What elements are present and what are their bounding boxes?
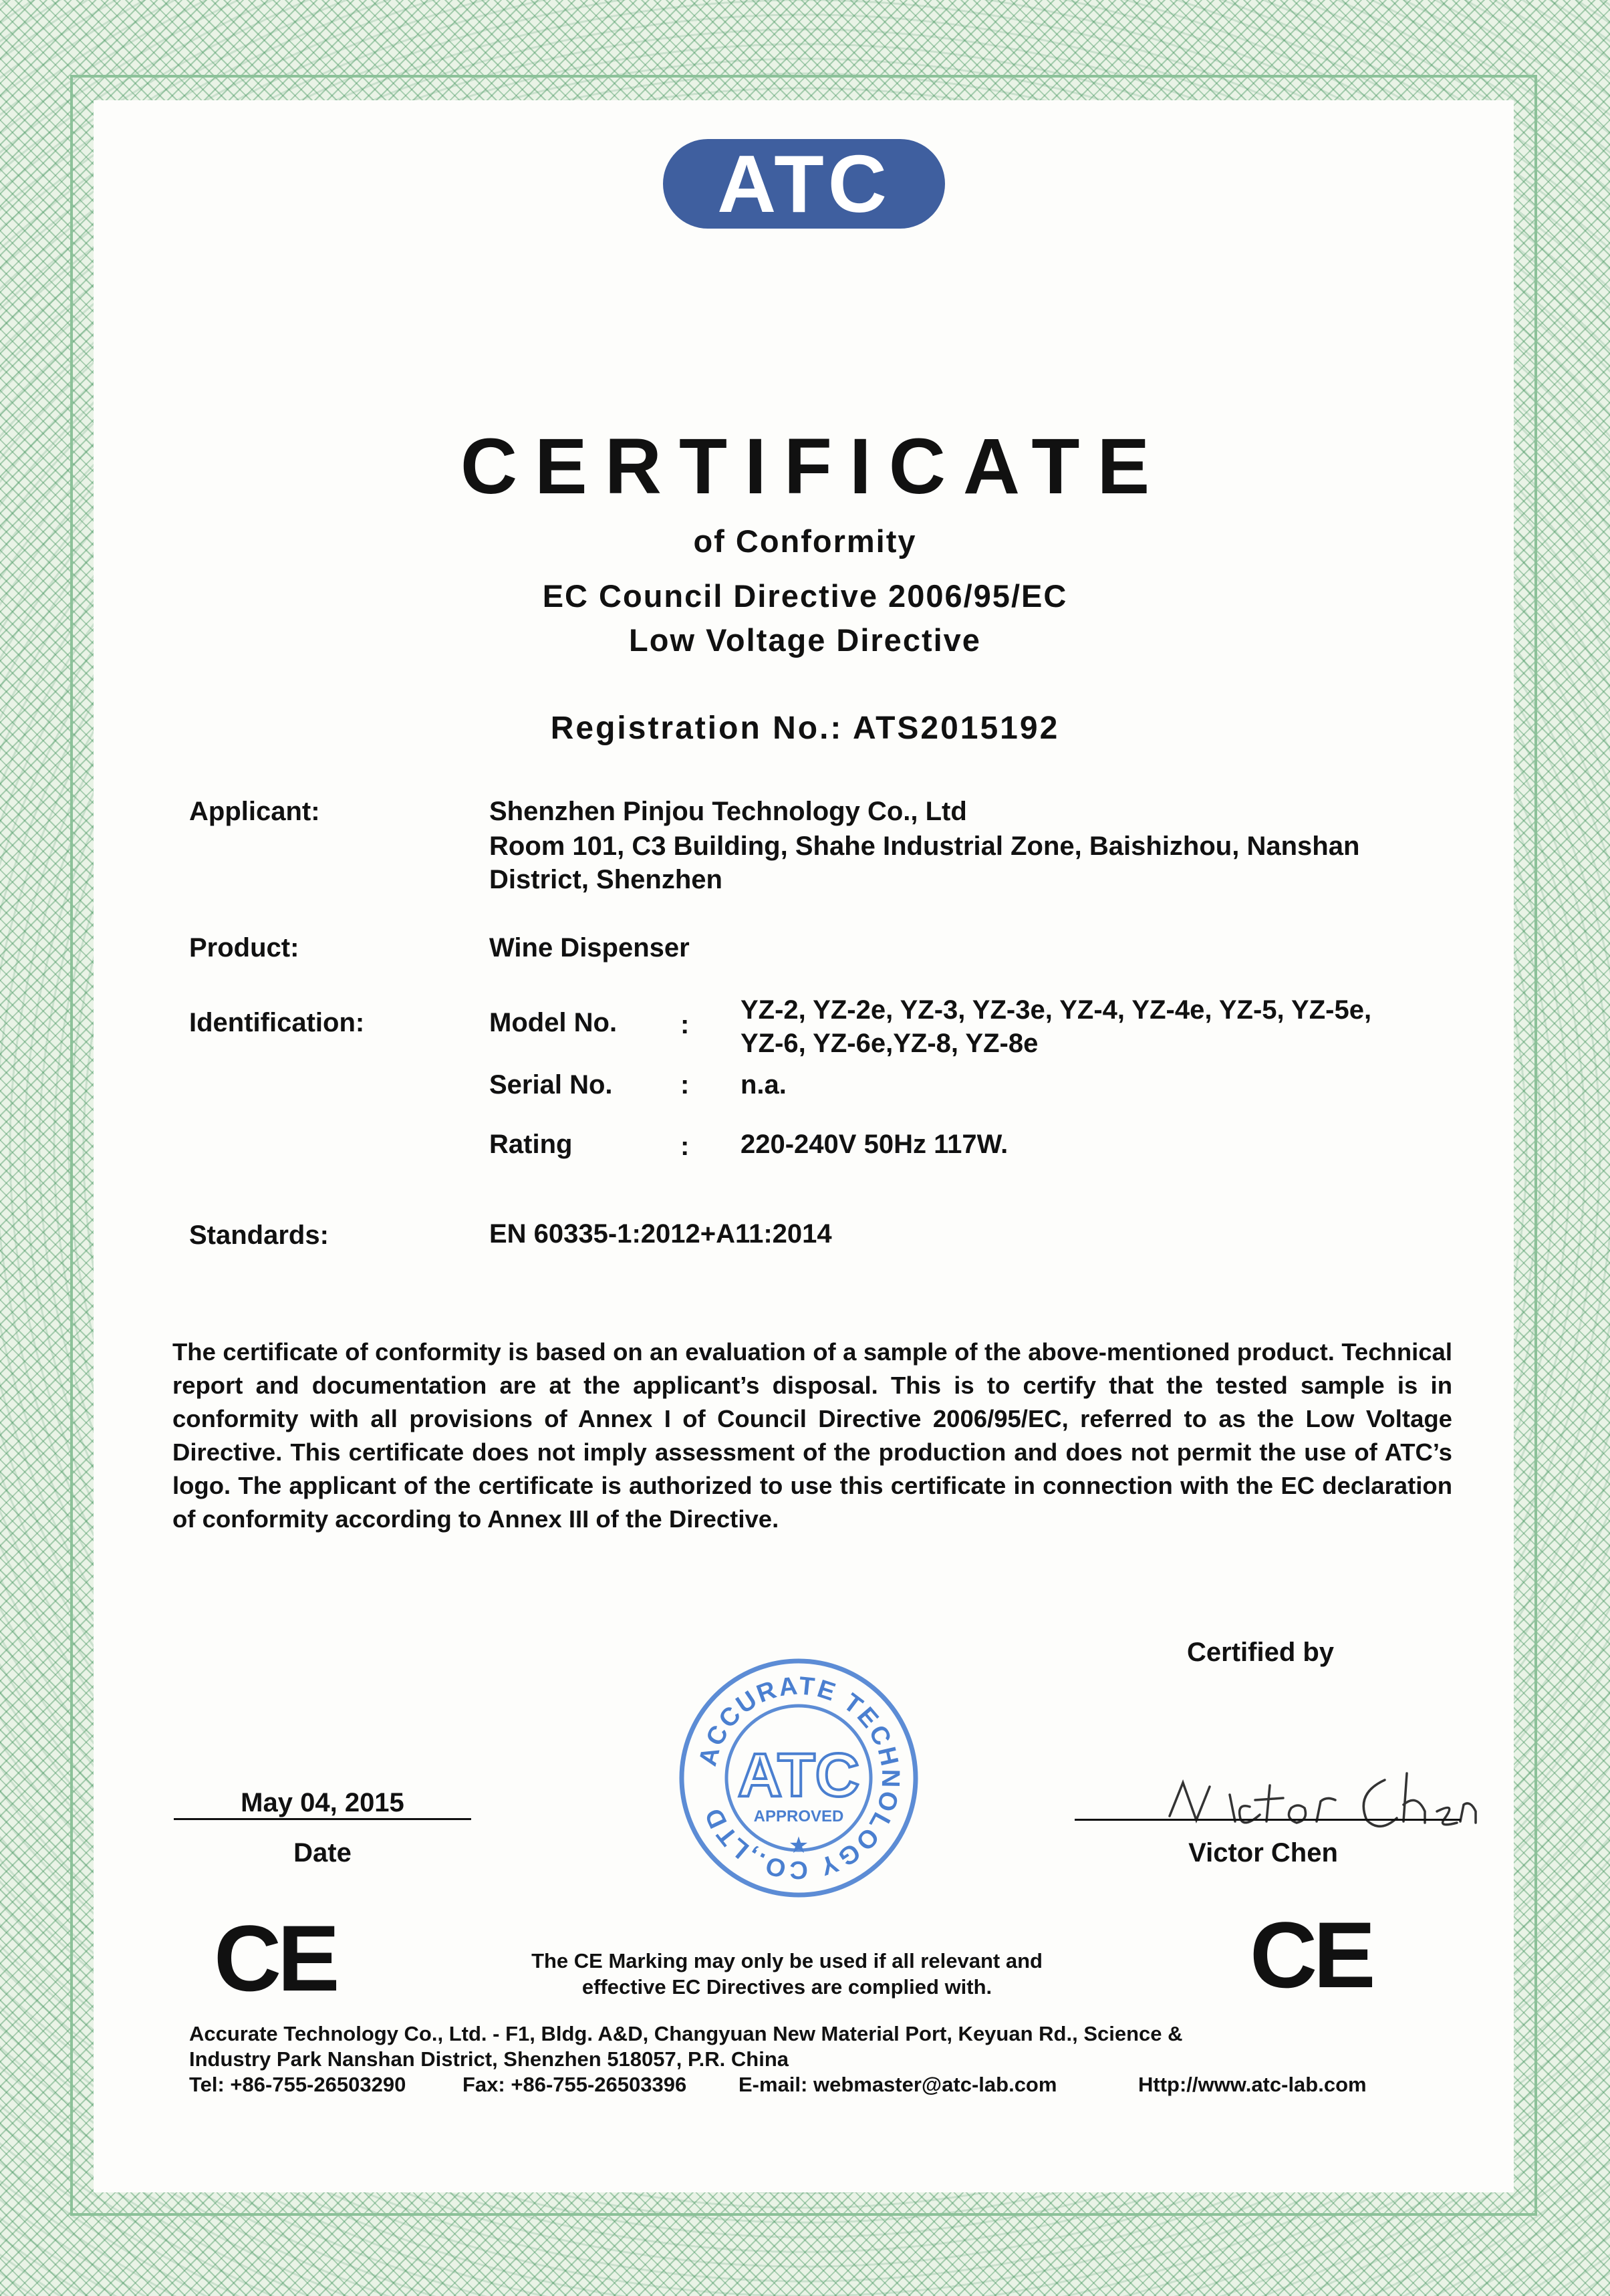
- model-list-line1: YZ-2, YZ-2e, YZ-3, YZ-3e, YZ-4, YZ-4e, YZ-5, YZ-5e,: [741, 995, 1372, 1025]
- stamp-star-icon: ★: [788, 1832, 809, 1859]
- certified-by-label: Certified by: [1187, 1638, 1335, 1667]
- serial-colon: :: [680, 1070, 690, 1100]
- rating-colon: :: [680, 1132, 690, 1161]
- product-label: Product:: [189, 933, 299, 963]
- date-value: May 04, 2015: [241, 1788, 404, 1817]
- applicant-address-line1: Room 101, C3 Building, Shahe Industrial Zone, Baishizhou, Nanshan: [489, 832, 1360, 861]
- directive: EC Council Directive 2006/95/EC: [542, 578, 1068, 614]
- ce-note-line2: effective EC Directives are complied with.: [581, 1975, 992, 1999]
- registration-number: Registration No.: ATS2015192: [550, 711, 1060, 746]
- date-underline: [174, 1818, 471, 1820]
- signature-underline: [1075, 1819, 1461, 1821]
- serial-value: n.a.: [741, 1070, 787, 1100]
- applicant-address-line2: District, Shenzhen: [489, 865, 722, 894]
- atc-approved-stamp: [675, 1654, 922, 1902]
- stamp-center-text: ATC: [737, 1741, 860, 1809]
- model-list-line2: YZ-6, YZ-6e,YZ-8, YZ-8e: [741, 1029, 1039, 1058]
- date-label: Date: [293, 1838, 352, 1868]
- footer-tel: Tel: +86-755-26503290: [189, 2073, 406, 2096]
- identification-label: Identification:: [189, 1008, 365, 1037]
- ce-mark-right: CE: [1250, 1902, 1372, 2007]
- model-label: Model No.: [489, 1008, 618, 1037]
- signatory-name: Victor Chen: [1188, 1838, 1338, 1868]
- subtitle: of Conformity: [693, 523, 917, 559]
- standards-value: EN 60335-1:2012+A11:2014: [489, 1219, 832, 1249]
- stamp-ring-text: ACCURATE TECHNOLOGY CO.,LTD: [694, 1672, 905, 1884]
- footer-address-line1: Accurate Technology Co., Ltd. - F1, Bldg. A&D, Changyuan New Material Port, Keyuan Rd., Science &: [189, 2022, 1183, 2045]
- ce-mark-left: CE: [214, 1906, 336, 2011]
- standards-label: Standards:: [189, 1221, 329, 1250]
- footer-email[interactable]: E-mail: webmaster@atc-lab.com: [739, 2073, 1057, 2096]
- footer-address-line2: Industry Park Nanshan District, Shenzhen 518057, P.R. China: [189, 2047, 789, 2071]
- directive-name: Low Voltage Directive: [629, 622, 981, 658]
- applicant-label: Applicant:: [189, 797, 320, 826]
- model-colon: :: [680, 1010, 690, 1039]
- rating-value: 220-240V 50Hz 117W.: [741, 1130, 1009, 1159]
- product-value: Wine Dispenser: [489, 933, 690, 963]
- applicant-name: Shenzhen Pinjou Technology Co., Ltd: [489, 797, 967, 826]
- rating-label: Rating: [489, 1130, 573, 1159]
- footer-website[interactable]: Http://www.atc-lab.com: [1138, 2073, 1367, 2096]
- serial-label: Serial No.: [489, 1070, 613, 1100]
- conformity-statement: The certificate of conformity is based on an evaluation of a sample of the above-mentioned product. Technical report and documentation are at the applicant’s disposal. This is to certify that the tested sample is in conformity with all provisions of Annex I of Council Directive 2006/95/EC, referred to as the Low Voltage Directive. This certificate does not imply assessment of the production and does not permit the use of ATC’s logo. The applicant of the certificate is authorized to use this certificate in connection with the EC declaration of conformity according to Annex III of the Directive.: [172, 1338, 1452, 1533]
- atc-logo: [663, 139, 945, 229]
- stamp-approved-text: APPROVED: [753, 1807, 844, 1825]
- atc-logo-text: ATC: [717, 138, 891, 229]
- certificate-title: CERTIFICATE: [460, 422, 1168, 511]
- ce-note: [434, 1948, 1139, 2000]
- footer-fax: Fax: +86-755-26503396: [462, 2073, 687, 2096]
- ce-note-line1: The CE Marking may only be used if all relevant and: [531, 1949, 1043, 1972]
